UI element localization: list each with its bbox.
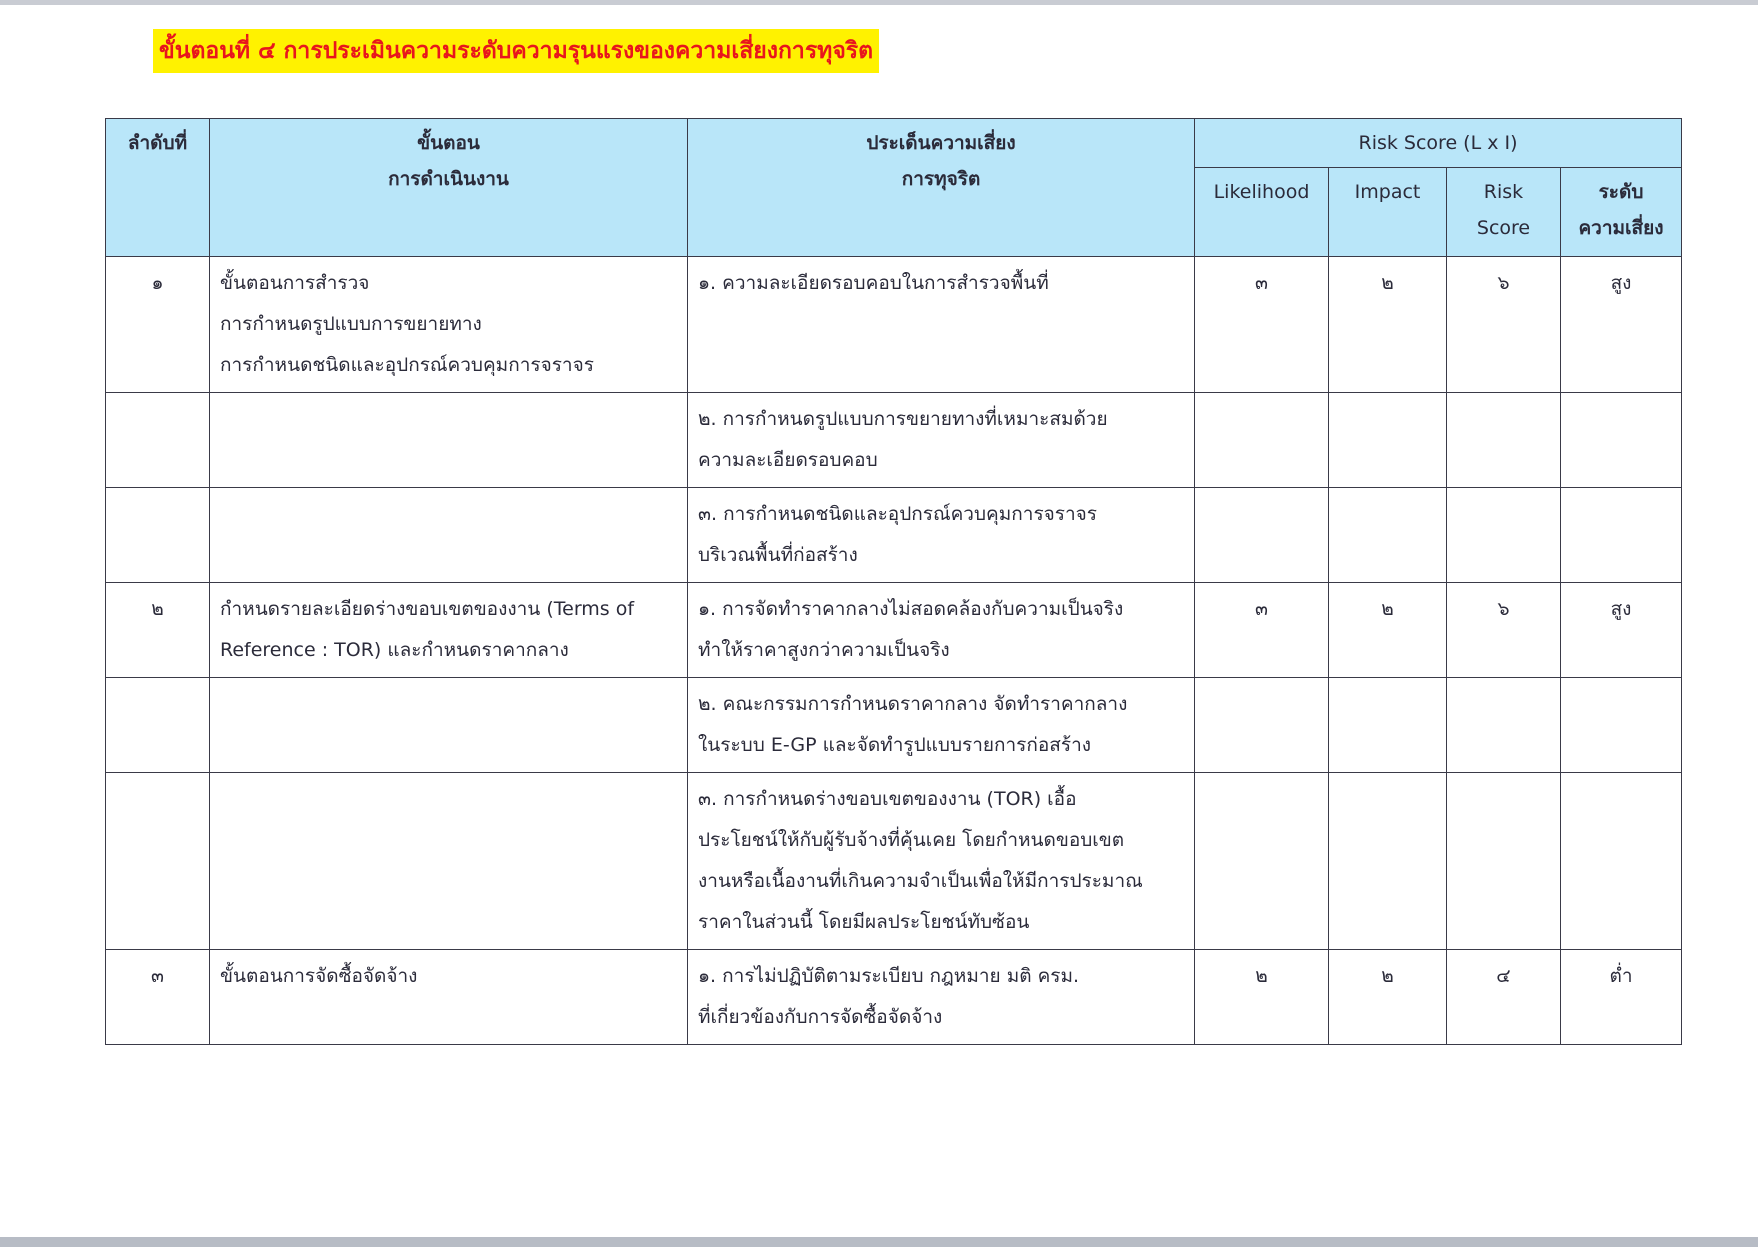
seq-cell: ๑: [106, 257, 210, 393]
table-row: [106, 773, 1682, 950]
level-cell: ต่ำ: [1561, 950, 1682, 1045]
level-cell: [1561, 488, 1682, 583]
likelihood-cell: [1195, 393, 1329, 488]
header-risk-level: ระดับ ความเสี่ยง: [1561, 168, 1682, 257]
header-likelihood: Likelihood: [1195, 168, 1329, 257]
score-cell: [1447, 393, 1561, 488]
likelihood-cell: ๓: [1195, 257, 1329, 393]
step-cell: [210, 393, 688, 488]
page-top-edge: [0, 0, 1758, 5]
table-row: [106, 678, 1682, 773]
seq-cell: ๓: [106, 950, 210, 1045]
header-risk-score-group: Risk Score (L x I): [1195, 119, 1682, 168]
seq-cell: [106, 393, 210, 488]
header-seq: ลำดับที่: [106, 119, 210, 257]
page-title: ขั้นตอนที่ ๔ การประเมินความระดับความรุนแรงของความเสี่ยงการทุจริต: [159, 38, 874, 64]
header-impact: Impact: [1329, 168, 1447, 257]
level-cell: [1561, 678, 1682, 773]
score-cell: ๖: [1447, 257, 1561, 393]
issue-cell: ๒. การกำหนดรูปแบบการขยายทางที่เหมาะสมด้วย ความละเอียดรอบคอบ: [688, 393, 1195, 488]
step-cell: ขั้นตอนการจัดซื้อจัดจ้าง: [210, 950, 688, 1045]
issue-cell: ๓. การกำหนดร่างขอบเขตของงาน (TOR) เอื้อ ประโยชน์ให้กับผู้รับจ้างที่คุ้นเคย โดยกำหนดขอบเขต งานหรือเนื้องานที่เกินความจำเป็นเพื่อให้มีการประมาณ ราคาในส่วนนี้ โดยมีผลประโยชน์ทับซ้อน: [688, 773, 1195, 950]
seq-cell: [106, 773, 210, 950]
likelihood-cell: [1195, 488, 1329, 583]
score-cell: ๔: [1447, 950, 1561, 1045]
issue-cell: ๒. คณะกรรมการกำหนดราคากลาง จัดทำราคากลาง ในระบบ E-GP และจัดทำรูปแบบรายการก่อสร้าง: [688, 678, 1195, 773]
level-cell: [1561, 773, 1682, 950]
page-bottom-edge: [0, 1237, 1758, 1247]
header-step: ขั้นตอน การดำเนินงาน: [210, 119, 688, 257]
score-cell: [1447, 488, 1561, 583]
step-cell: [210, 773, 688, 950]
level-cell: [1561, 393, 1682, 488]
table-row: [106, 583, 1682, 678]
likelihood-cell: ๓: [1195, 583, 1329, 678]
title-banner: [153, 29, 879, 73]
impact-cell: ๒: [1329, 583, 1447, 678]
seq-cell: [106, 488, 210, 583]
issue-cell: ๑. ความละเอียดรอบคอบในการสำรวจพื้นที่: [688, 257, 1195, 393]
score-cell: [1447, 773, 1561, 950]
impact-cell: [1329, 488, 1447, 583]
step-cell: กำหนดรายละเอียดร่างขอบเขตของงาน (Terms of Reference : TOR) และกำหนดราคากลาง: [210, 583, 688, 678]
seq-cell: ๒: [106, 583, 210, 678]
table-row: [106, 257, 1682, 393]
issue-cell: ๑. การไม่ปฏิบัติตามระเบียบ กฎหมาย มติ ครม. ที่เกี่ยวข้องกับการจัดซื้อจัดจ้าง: [688, 950, 1195, 1045]
impact-cell: ๒: [1329, 950, 1447, 1045]
impact-cell: [1329, 773, 1447, 950]
level-cell: สูง: [1561, 257, 1682, 393]
issue-cell: ๑. การจัดทำราคากลางไม่สอดคล้องกับความเป็นจริง ทำให้ราคาสูงกว่าความเป็นจริง: [688, 583, 1195, 678]
likelihood-cell: [1195, 678, 1329, 773]
score-cell: [1447, 678, 1561, 773]
header-risk-score: Risk Score: [1447, 168, 1561, 257]
score-cell: ๖: [1447, 583, 1561, 678]
header-row-top: [106, 119, 1682, 168]
impact-cell: ๒: [1329, 257, 1447, 393]
step-cell: [210, 488, 688, 583]
step-cell: ขั้นตอนการสำรวจ การกำหนดรูปแบบการขยายทาง การกำหนดชนิดและอุปกรณ์ควบคุมการจราจร: [210, 257, 688, 393]
header-issue: ประเด็นความเสี่ยง การทุจริต: [688, 119, 1195, 257]
table-row: [106, 393, 1682, 488]
seq-cell: [106, 678, 210, 773]
risk-assessment-table: [105, 118, 1682, 1045]
table-row: [106, 950, 1682, 1045]
impact-cell: [1329, 678, 1447, 773]
step-cell: [210, 678, 688, 773]
table-row: [106, 488, 1682, 583]
likelihood-cell: [1195, 773, 1329, 950]
likelihood-cell: ๒: [1195, 950, 1329, 1045]
impact-cell: [1329, 393, 1447, 488]
issue-cell: ๓. การกำหนดชนิดและอุปกรณ์ควบคุมการจราจร บริเวณพื้นที่ก่อสร้าง: [688, 488, 1195, 583]
level-cell: สูง: [1561, 583, 1682, 678]
